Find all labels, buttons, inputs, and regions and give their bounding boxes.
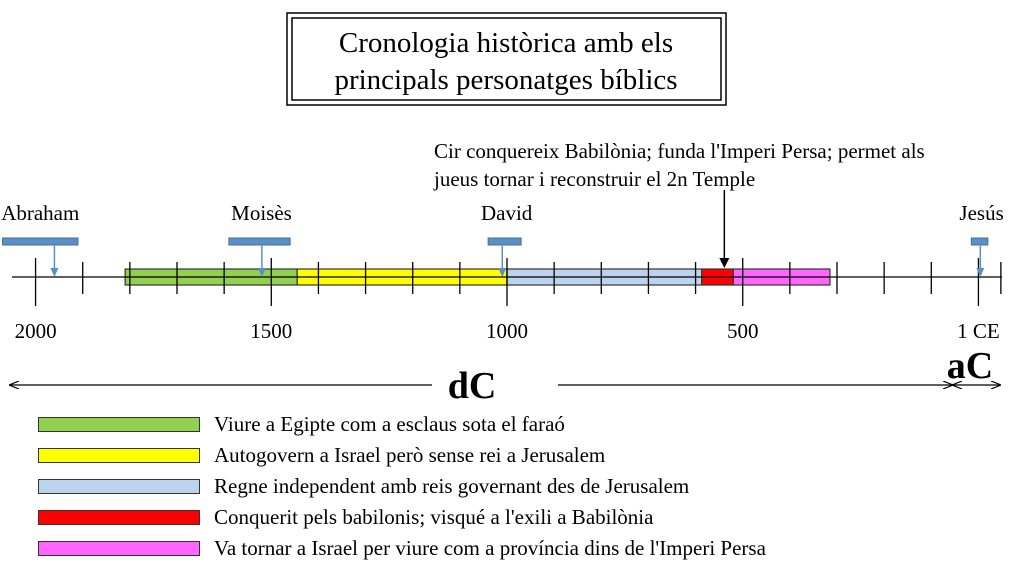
- title-line-1: Cronologia històrica amb els: [338, 27, 674, 59]
- figure-pointer-head-3: [976, 268, 984, 277]
- annotation-marker: [719, 190, 729, 268]
- legend-label-2: Regne independent amb reis governant des de Jerusalem: [214, 474, 690, 498]
- legend-label-1: Autogovern a Israel però sense rei a Jerusalem: [214, 443, 606, 467]
- axis-tick-label-1: 1500: [250, 319, 293, 343]
- figure-label-2: David: [480, 201, 533, 225]
- legend-swatch-4: [38, 541, 200, 556]
- axis-tick-label-0: 2000: [14, 319, 57, 343]
- figure-label-0: Abraham: [1, 201, 80, 225]
- legend-swatch-2: [38, 479, 200, 494]
- axis-tick-label-3: 500: [726, 319, 759, 343]
- figure-bar-0: [3, 238, 78, 245]
- era-bc-label: dC: [447, 365, 497, 407]
- figure-markers: [1, 201, 1004, 277]
- axis-tick-label-4: 1 CE: [957, 319, 1000, 343]
- legend-label-4: Va tornar a Israel per viure com a província dins de l'Imperi Persa: [214, 536, 766, 560]
- annotation-line-2: jueus tornar i reconstruir el 2n Temple: [434, 167, 756, 191]
- legend-swatch-1: [38, 448, 200, 463]
- figure-label-3: Jesús: [959, 201, 1004, 225]
- legend-swatch-0: [38, 417, 200, 432]
- annotation-arrow-head: [719, 258, 729, 268]
- figure-label-1: Moisès: [231, 201, 292, 225]
- era-ad-label: aC: [946, 345, 994, 387]
- axis-tick-label-2: 1000: [486, 319, 528, 343]
- legend-label-3: Conquerit pels babilonis; visqué a l'exili a Babilònia: [214, 505, 654, 529]
- figure-bar-2: [488, 238, 521, 245]
- figure-pointer-head-0: [50, 268, 58, 277]
- legend-swatch-3: [38, 510, 200, 525]
- figure-bar-1: [229, 238, 290, 245]
- axis-tick-labels: [15, 319, 1000, 343]
- title-line-2: principals personatges bíblics: [334, 64, 678, 96]
- annotation-line-1: Cir conquereix Babilònia; funda l'Imperi Persa; permet als: [434, 139, 925, 163]
- legend-label-0: Viure a Egipte com a esclaus sota el faraó: [214, 412, 565, 436]
- figure-bar-3: [971, 238, 988, 245]
